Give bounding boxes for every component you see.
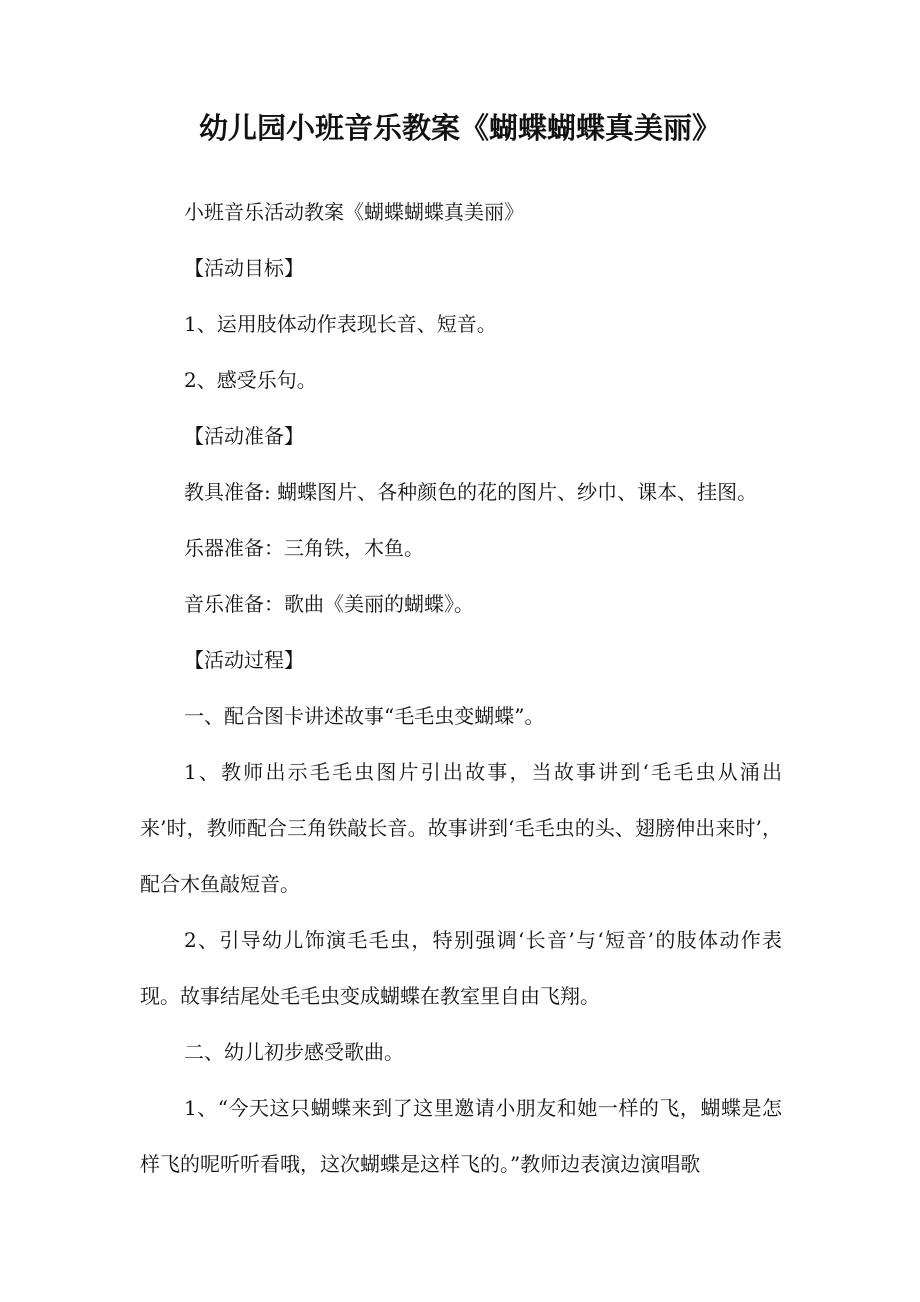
step-one-item-1: 1、教师出示毛毛虫图片引出故事，当故事讲到‘毛毛虫从涌出来’时，教师配合三角铁敲长音。故事讲到‘毛毛虫的头、翅膀伸出来时’，配合木鱼敲短音。 xyxy=(140,760,782,896)
goal-item-1: 1、运用肢体动作表现长音、短音。 xyxy=(184,312,497,336)
prep-instruments: 乐器准备：三角铁，木鱼。 xyxy=(184,536,424,560)
document-title: 幼儿园小班音乐教案《蝴蝶蝴蝶真美丽》 xyxy=(198,111,721,145)
step-two-item-1: 1、“今天这只蝴蝶来到了这里邀请小朋友和她一样的飞，蝴蝶是怎样飞的呢听听看哦，这次蝴蝶是这样飞的。”教师边表演边演唱歌 xyxy=(140,1096,782,1176)
prep-music: 音乐准备：歌曲《美丽的蝴蝶》。 xyxy=(184,592,474,616)
step-two-heading: 二、幼儿初步感受歌曲。 xyxy=(184,1040,404,1064)
goals-heading: 【活动目标】 xyxy=(184,256,304,280)
process-heading: 【活动过程】 xyxy=(184,648,304,672)
prep-tools: 教具准备: 蝴蝶图片、各种颜色的花的图片、纱巾、课本、挂图。 xyxy=(184,480,758,504)
prep-heading: 【活动准备】 xyxy=(184,424,304,448)
step-one-heading: 一、配合图卡讲述故事“毛毛虫变蝴蝶”。 xyxy=(184,704,545,728)
goal-item-2: 2、感受乐句。 xyxy=(184,368,317,392)
step-one-item-2: 2、引导幼儿饰演毛毛虫，特别强调‘长音’与‘短音’的肢体动作表现。故事结尾处毛毛虫变成蝴蝶在教室里自由飞翔。 xyxy=(140,928,782,1008)
subtitle: 小班音乐活动教案《蝴蝶蝴蝶真美丽》 xyxy=(184,200,524,224)
